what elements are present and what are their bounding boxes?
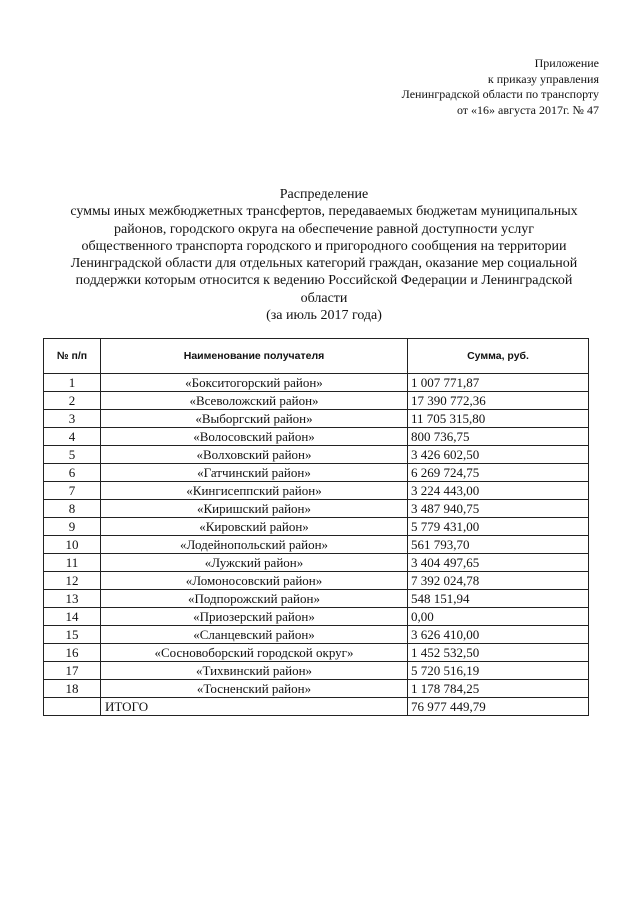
row-number: 4 bbox=[44, 428, 101, 446]
document-title bbox=[40, 186, 608, 324]
column-header-recipient: Наименование получателя bbox=[101, 339, 408, 374]
amount: 1 452 532,50 bbox=[408, 644, 589, 662]
amount: 5 720 516,19 bbox=[408, 662, 589, 680]
amount: 548 151,94 bbox=[408, 590, 589, 608]
amount: 3 626 410,00 bbox=[408, 626, 589, 644]
table-row bbox=[44, 662, 589, 680]
row-number: 12 bbox=[44, 572, 101, 590]
amount: 561 793,70 bbox=[408, 536, 589, 554]
appendix-line: Приложение bbox=[534, 56, 599, 70]
recipient-name: «Приозерский район» bbox=[101, 608, 408, 626]
total-amount: 76 977 449,79 bbox=[408, 698, 589, 716]
recipient-name: «Лодейнопольский район» bbox=[101, 536, 408, 554]
row-number: 6 bbox=[44, 464, 101, 482]
amount: 1 007 771,87 bbox=[408, 374, 589, 392]
table-body bbox=[44, 374, 589, 716]
recipient-name: «Кировский район» bbox=[101, 518, 408, 536]
row-number: 5 bbox=[44, 446, 101, 464]
recipient-name: «Бокситогорский район» bbox=[101, 374, 408, 392]
title-line: районов, городского округа на обеспечение равной доступности услуг bbox=[114, 221, 534, 237]
recipient-name: «Лужский район» bbox=[101, 554, 408, 572]
table-row bbox=[44, 626, 589, 644]
total-label: ИТОГО bbox=[101, 698, 408, 716]
recipient-name: «Волосовский район» bbox=[101, 428, 408, 446]
title-line: поддержки которым относится к ведению Российской Федерации и Ленинградской bbox=[75, 273, 573, 289]
table-row bbox=[44, 500, 589, 518]
table-row bbox=[44, 518, 589, 536]
total-row bbox=[44, 698, 589, 716]
recipient-name: «Подпорожский район» bbox=[101, 590, 408, 608]
recipient-name: «Сосновоборский городской округ» bbox=[101, 644, 408, 662]
table-row bbox=[44, 464, 589, 482]
table-row bbox=[44, 374, 589, 392]
recipient-name: «Сланцевский район» bbox=[101, 626, 408, 644]
amount: 800 736,75 bbox=[408, 428, 589, 446]
table-row bbox=[44, 644, 589, 662]
appendix-header bbox=[279, 56, 599, 118]
row-number: 14 bbox=[44, 608, 101, 626]
table-row bbox=[44, 680, 589, 698]
row-number: 3 bbox=[44, 410, 101, 428]
amount: 3 224 443,00 bbox=[408, 482, 589, 500]
appendix-line: от «16» августа 2017г. № 47 bbox=[456, 102, 599, 117]
recipient-name: «Ломоносовский район» bbox=[101, 572, 408, 590]
table-row bbox=[44, 608, 589, 626]
table-row bbox=[44, 482, 589, 500]
amount: 1 178 784,25 bbox=[408, 680, 589, 698]
amount: 5 779 431,00 bbox=[408, 518, 589, 536]
amount: 3 487 940,75 bbox=[408, 500, 589, 518]
row-number: 18 bbox=[44, 680, 101, 698]
recipient-name: «Волховский район» bbox=[101, 446, 408, 464]
title-line: общественного транспорта городского и пригородного сообщения на территории bbox=[81, 238, 567, 254]
amount: 6 269 724,75 bbox=[408, 464, 589, 482]
title-line: Ленинградской области для отдельных категорий граждан, оказание мер социальной bbox=[70, 256, 578, 272]
amount: 3 426 602,50 bbox=[408, 446, 589, 464]
amount: 7 392 024,78 bbox=[408, 572, 589, 590]
row-number: 11 bbox=[44, 554, 101, 572]
recipient-name: «Гатчинский район» bbox=[101, 464, 408, 482]
table-row bbox=[44, 572, 589, 590]
amount: 3 404 497,65 bbox=[408, 554, 589, 572]
row-number: 13 bbox=[44, 590, 101, 608]
recipient-name: «Всеволожский район» bbox=[101, 392, 408, 410]
title-line: области bbox=[300, 290, 348, 306]
row-number: 1 bbox=[44, 374, 101, 392]
row-number: 16 bbox=[44, 644, 101, 662]
table-row bbox=[44, 554, 589, 572]
recipient-name: «Кингисеппский район» bbox=[101, 482, 408, 500]
column-header-sum: Сумма, руб. bbox=[408, 339, 589, 374]
row-number: 15 bbox=[44, 626, 101, 644]
table-row bbox=[44, 392, 589, 410]
column-header-number: № п/п bbox=[44, 339, 101, 374]
table-row bbox=[44, 410, 589, 428]
row-number: 17 bbox=[44, 662, 101, 680]
table-row bbox=[44, 536, 589, 554]
recipient-name: «Киришский район» bbox=[101, 500, 408, 518]
distribution-table bbox=[43, 338, 589, 716]
amount: 17 390 772,36 bbox=[408, 392, 589, 410]
table-row bbox=[44, 446, 589, 464]
row-number: 8 bbox=[44, 500, 101, 518]
amount: 0,00 bbox=[408, 608, 589, 626]
table-row bbox=[44, 590, 589, 608]
recipient-name: «Тосненский район» bbox=[101, 680, 408, 698]
title-line: (за июль 2017 года) bbox=[266, 308, 382, 324]
title-line: суммы иных межбюджетных трансфертов, передаваемых бюджетам муниципальных bbox=[70, 204, 578, 220]
recipient-name: «Выборгский район» bbox=[101, 410, 408, 428]
total-number bbox=[44, 698, 101, 716]
appendix-line: Ленинградской области по транспорту bbox=[401, 87, 599, 101]
row-number: 9 bbox=[44, 518, 101, 536]
appendix-line: к приказу управления bbox=[487, 71, 599, 86]
title-line: Распределение bbox=[279, 187, 369, 202]
table-row bbox=[44, 428, 589, 446]
row-number: 10 bbox=[44, 536, 101, 554]
row-number: 7 bbox=[44, 482, 101, 500]
amount: 11 705 315,80 bbox=[408, 410, 589, 428]
row-number: 2 bbox=[44, 392, 101, 410]
recipient-name: «Тихвинский район» bbox=[101, 662, 408, 680]
table-header-row bbox=[44, 339, 589, 374]
